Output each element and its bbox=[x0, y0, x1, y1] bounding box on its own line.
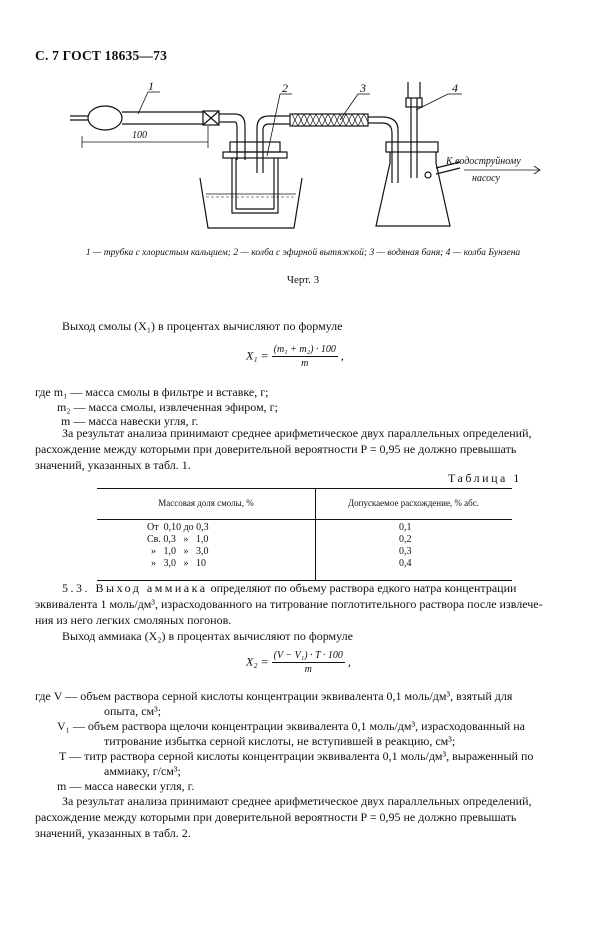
definition-T-cont: аммиаку, г/см³; bbox=[104, 764, 181, 778]
paragraph-result-2 bbox=[35, 793, 570, 841]
figure-caption: 1 — трубка с хлористым кальцием; 2 — колба с эфирной вытяжкой; 3 — водяная баня; 4 — колба Бунзена bbox=[85, 248, 521, 258]
table-header-col1: Массовая доля смолы, % bbox=[158, 498, 254, 508]
p3-line-3: ния из него легких смоляных погонов. bbox=[35, 613, 232, 627]
definition-V1-cont: титрование избытка серной кислоты, не вступившей в реакцию, см³; bbox=[104, 734, 456, 748]
formula-x1-lhs: X₁ = bbox=[246, 348, 269, 363]
definition-V1: V₁ — объем раствора щелочи концентрации эквивалента 0,1 моль/дм³, израсходованный на bbox=[57, 719, 525, 733]
p2-line-2: расхождение между которыми при доверительной вероятности P = 0,95 не должно превышать bbox=[35, 442, 517, 456]
table-row bbox=[97, 558, 512, 570]
definition-m: m — масса навески угля, г. bbox=[61, 414, 199, 428]
formula-x2 bbox=[246, 650, 351, 675]
dimension-100: 100 bbox=[132, 130, 147, 141]
section-5-3 bbox=[35, 580, 570, 628]
row-range: Св. 0,3 » 1,0 bbox=[147, 534, 209, 545]
row-value: 0,1 bbox=[399, 522, 412, 533]
apparatus-diagram bbox=[60, 78, 550, 238]
row-range: От 0,10 до 0,3 bbox=[147, 522, 209, 533]
figure-number: Черт. 3 bbox=[286, 274, 320, 286]
section-title: 5.3. Выход аммиака bbox=[62, 581, 208, 595]
p3-line-1: определяют по объему раствора едкого натра концентрации bbox=[210, 581, 517, 595]
row-value: 0,3 bbox=[399, 546, 412, 557]
table-row bbox=[97, 522, 512, 534]
label-4: 4 bbox=[452, 81, 458, 95]
table-1-title: Таблица 1 bbox=[448, 471, 522, 485]
p2-line-1: За результат анализа принимают среднее арифметическое двух параллельных определений, bbox=[62, 426, 532, 440]
label-2: 2 bbox=[282, 81, 288, 95]
table-1 bbox=[97, 488, 512, 581]
p5-line-2: расхождение между которыми при доверительной вероятности P = 0,95 не должно превышать bbox=[35, 810, 517, 824]
paragraph-ammonia-yield: Выход аммиака (X₂) в процентах вычисляют по формуле bbox=[62, 629, 353, 643]
paragraph-resin-yield: Выход смолы (X₁) в процентах вычисляют по формуле bbox=[62, 319, 343, 333]
paragraph-result-1 bbox=[35, 425, 570, 473]
table-header-col2: Допускаемое расхождение, % абс. bbox=[347, 498, 479, 508]
row-value: 0,2 bbox=[399, 534, 412, 545]
tube-bulb bbox=[88, 106, 122, 130]
p5-line-1: За результат анализа принимают среднее арифметическое двух параллельных определений, bbox=[62, 794, 532, 808]
row-value: 0,4 bbox=[399, 558, 412, 569]
formula-x1-numerator: (m₁ + m₂) · 100 bbox=[273, 344, 336, 355]
definition-V: где V — объем раствора серной кислоты концентрации эквивалента 0,1 моль/дм³, взятый для bbox=[35, 689, 513, 703]
row-range: » 3,0 » 10 bbox=[151, 558, 206, 569]
label-1: 1 bbox=[148, 79, 154, 93]
definition-m2: m₂ — масса смолы, извлеченная эфиром, г; bbox=[57, 400, 278, 414]
table-row bbox=[97, 546, 512, 558]
formula-x2-denominator: m bbox=[304, 664, 312, 675]
formula-x2-tail: , bbox=[347, 654, 351, 669]
definition-m-2: m — масса навески угля, г. bbox=[57, 779, 195, 793]
row-range: » 1,0 » 3,0 bbox=[151, 546, 209, 557]
formula-x2-numerator: (V − V₁) · T · 100 bbox=[273, 650, 343, 661]
label-3: 3 bbox=[360, 81, 366, 95]
formula-x2-lhs: X₂ = bbox=[246, 654, 269, 669]
definition-T: T — титр раствора серной кислоты концентрации эквивалента 0,1 моль/дм³, выраженный по bbox=[59, 749, 534, 763]
formula-x1 bbox=[246, 344, 344, 369]
formula-x1-tail: , bbox=[340, 348, 344, 363]
definition-m1: где m₁ — масса смолы в фильтре и вставке, г; bbox=[35, 385, 269, 399]
definition-V-cont: опыта, см³; bbox=[104, 704, 162, 718]
p2-line-3: значений, указанных в табл. 1. bbox=[35, 458, 191, 472]
p3-line-2: эквивалента 1 моль/дм³, израсходованного на титрование поглотительного раствора после извлече- bbox=[35, 597, 543, 611]
pump-label-1: К водоструйному bbox=[446, 156, 521, 167]
p5-line-3: значений, указанных в табл. 2. bbox=[35, 826, 191, 840]
page-header: С. 7 ГОСТ 18635—73 bbox=[35, 48, 168, 63]
table-row bbox=[97, 534, 512, 546]
formula-x1-denominator: m bbox=[301, 358, 309, 369]
pump-label-2: насосу bbox=[472, 173, 500, 184]
